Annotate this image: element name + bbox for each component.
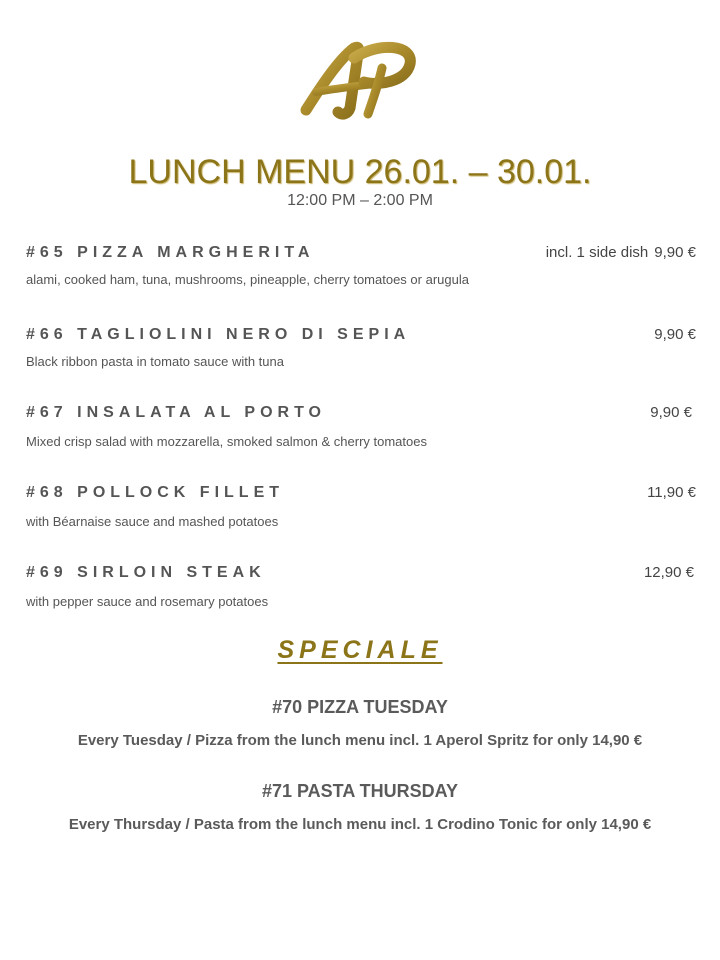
speciale-heading: SPECIALE bbox=[277, 636, 443, 664]
dish-description: with Béarnaise sauce and mashed potatoes bbox=[26, 514, 279, 529]
dish-name: #65 PIZZA MARGHERITA bbox=[26, 244, 315, 261]
lunch-hours: 12:00 PM – 2:00 PM bbox=[287, 192, 433, 209]
dish-price: 9,90 € bbox=[650, 404, 692, 421]
dish-price: 9,90 € bbox=[654, 244, 696, 261]
special-title: #71 PASTA THURSDAY bbox=[261, 781, 459, 801]
dish-price: 11,90 € bbox=[647, 484, 696, 501]
special-description: Every Tuesday / Pizza from the lunch menu incl. 1 Aperol Spritz for only 14,90 € bbox=[77, 732, 643, 749]
special-description: Every Thursday / Pasta from the lunch menu incl. 1 Crodino Tonic for only 14,90 € bbox=[68, 816, 652, 833]
dish-name: #69 SIRLOIN STEAK bbox=[26, 564, 266, 581]
dish-description: alami, cooked ham, tuna, mushrooms, pineapple, cherry tomatoes or arugula bbox=[26, 272, 469, 287]
dish-description: Mixed crisp salad with mozzarella, smoked salmon & cherry tomatoes bbox=[26, 434, 427, 449]
dish-price-block bbox=[546, 244, 696, 261]
restaurant-logo bbox=[298, 38, 422, 122]
dish-description: Black ribbon pasta in tomato sauce with tuna bbox=[26, 354, 284, 369]
dish-name: #67 INSALATA AL PORTO bbox=[26, 404, 326, 421]
dish-description: with pepper sauce and rosemary potatoes bbox=[26, 594, 269, 609]
dish-price: 9,90 € bbox=[654, 326, 696, 343]
dish-name: #66 TAGLIOLINI NERO DI SEPIA bbox=[26, 326, 411, 343]
special-title: #70 PIZZA TUESDAY bbox=[272, 697, 448, 717]
menu-title: LUNCH MENU 26.01. – 30.01. bbox=[128, 153, 592, 191]
dish-price: 12,90 € bbox=[643, 564, 694, 581]
dish-note: incl. 1 side dish bbox=[545, 244, 649, 261]
dish-name: #68 POLLOCK FILLET bbox=[26, 484, 285, 501]
